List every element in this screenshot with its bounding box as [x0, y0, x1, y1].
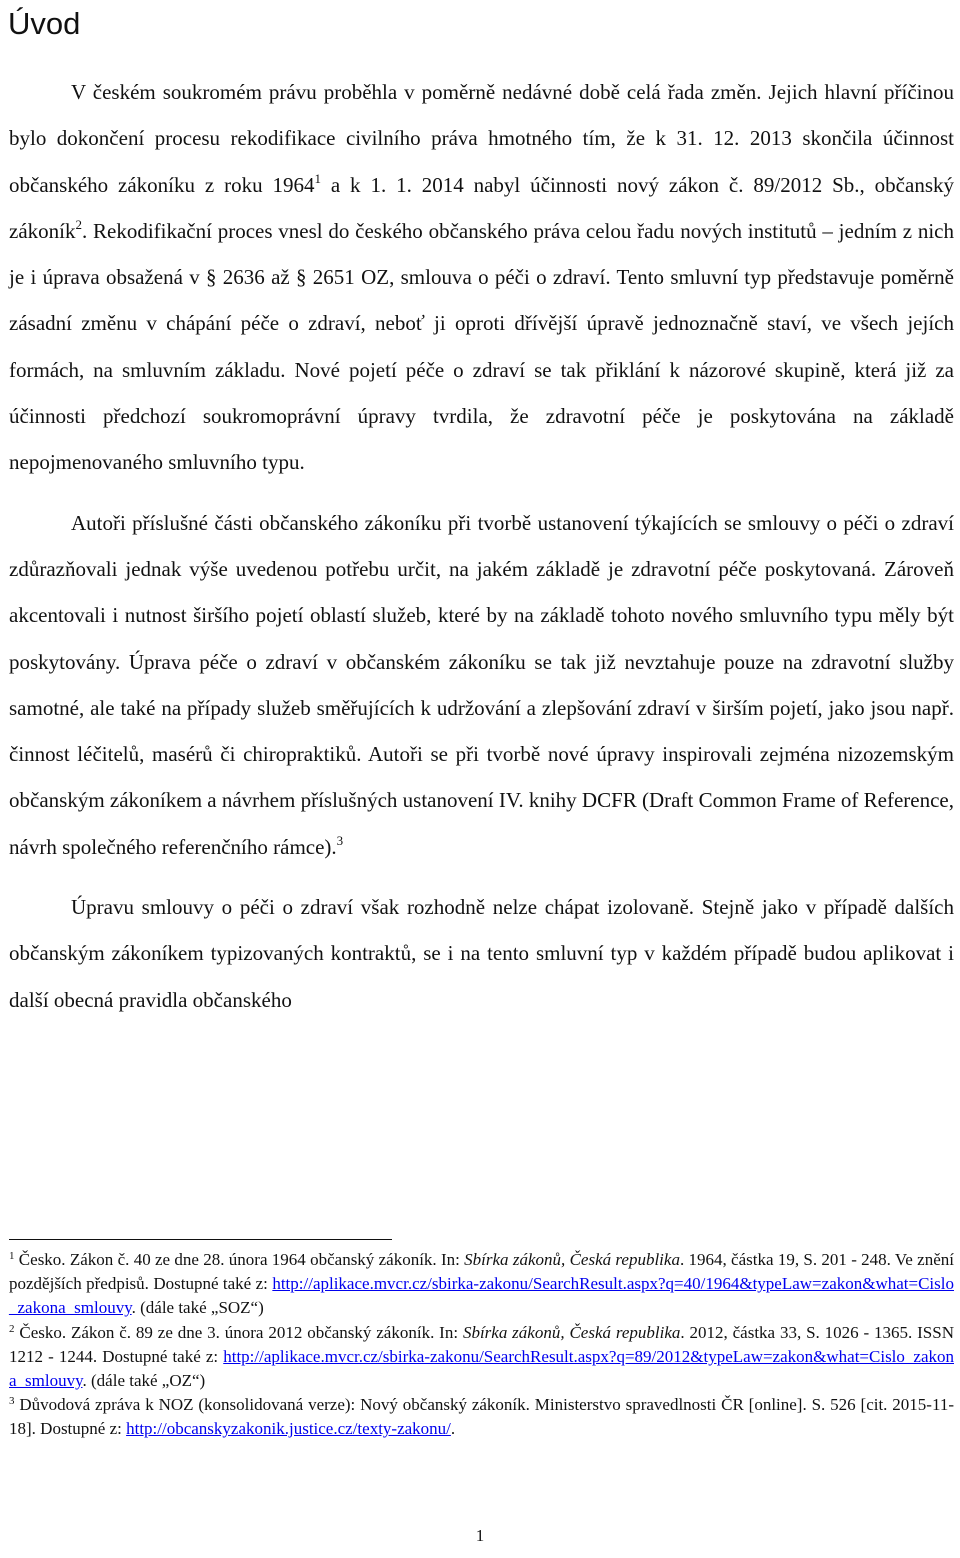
footnote-2-text-c: . (dále také „OZ“) [82, 1371, 206, 1391]
footnote-1-text-b: . 1964, částka 19, S. 201 - 248. Ve znění pozdějších předpisů. Dostupné také z: [9, 1250, 954, 1294]
footnote-3-link[interactable]: http://obcanskyzakonik.justice.cz/texty-zakonu/ [126, 1419, 451, 1439]
paragraph-3 [9, 884, 954, 1023]
footnote-ref-2[interactable]: 2 [75, 216, 82, 232]
footnote-separator [9, 1239, 392, 1240]
body-text [9, 69, 954, 1023]
footnote-2-text-a: Česko. Zákon č. 89 ze dne 3. února 2012 občanský zákoník. In: [14, 1322, 463, 1342]
footnote-3 [9, 1393, 954, 1441]
footnote-ref-3[interactable]: 3 [336, 832, 344, 848]
paragraph-1-part-2: a k 1. 1. 2014 nabyl účinnosti nový zákon č. 89/2012 Sb., občanský zákoník [9, 172, 954, 243]
footnote-2-source-title: Sbírka zákonů, Česká republika [462, 1322, 681, 1342]
footnote-1 [9, 1248, 954, 1321]
page-heading: Úvod [8, 6, 81, 41]
page-number: 1 [475, 1526, 485, 1545]
footnote-1-text-a: Česko. Zákon č. 40 ze dne 28. února 1964 občanský zákoník. In: [14, 1250, 465, 1269]
footnote-3-text-a: Důvodová zpráva k NOZ (konsolidovaná verze): Nový občanský zákoník. Ministerstvo spravedlnosti ČR [online]. S. 526 [cit. 2015-11-18]. Dostupné z: [9, 1395, 954, 1439]
footnote-3-number: 3 [9, 1395, 15, 1408]
paragraph-2-text: Autoři příslušné části občanského zákoníku při tvorbě ustanovení týkajících se smlouvy o péči o zdraví zdůrazňovali jednak výše uvedenou potřebu určit, na jakém základě je zdravotní péče poskytovaná. Zároveň akcentovali i nutnost širšího pojetí oblastí služeb, které by na základě tohoto nového smluvního typu měly být poskytovány. Úprava péče o zdraví v občanském zákoníku se tak již nevztahuje pouze na zdravotní služby samotné, ale také na případy služeb směřujících k udržování a zlepšování zdraví v širším pojetí, jako jsou např. činnost léčitelů, masérů či chiropraktiků. Autoři se při tvorbě nové úpravy inspirovali zejména nizozemským občanským zákoníkem a návrhem příslušných ustanovení IV. knihy DCFR (Draft Common Frame of Reference, návrh společného referenčního rámce). [9, 510, 954, 859]
paragraph-3-text: Úpravu smlouvy o péči o zdraví však rozhodně nelze chápat izolovaně. Stejně jako v případě dalších občanským zákoníkem typizovaných kontraktů, se i na tento smluvní typ v každém případě budou aplikovat i další obecná pravidla občanského [9, 895, 954, 1012]
paragraph-1-part-1: V českém soukromém právu proběhla v poměrně nedávné době celá řada změn. Jejich hlavní příčinou bylo dokončení procesu rekodifikace civilního práva hmotného tím, že k 31. 12. 2013 skončila účinnost občanského zákoníku z roku 1964 [9, 80, 954, 197]
footnote-3-text-c: . [450, 1419, 456, 1439]
footnote-2-number: 2 [9, 1322, 15, 1335]
footnote-1-source-title: Sbírka zákonů, Česká republika [464, 1250, 680, 1269]
paragraph-1-part-3: . Rekodifikační proces vnesl do českého občanského práva celou řadu nových institutů – jedním z nich je i úprava obsažená v § 2636 až § 2651 OZ, smlouva o péči o zdraví. Tento smluvní typ představuje poměrně zásadní změnu v chápání péče o zdraví, neboť ji oproti dřívější úpravě jednoznačně staví, ve všech jejích formách, na smluvním základu. Nové pojetí péče o zdraví se tak přiklání k názorové skupině, která již za účinnosti předchozí soukromoprávní úpravy tvrdila, že zdravotní péče je poskytována na základě nepojmenovaného smluvního typu. [9, 218, 954, 475]
footnote-1-link[interactable]: http://aplikace.mvcr.cz/sbirka-zakonu/SearchResult.aspx?q=40/1964&typeLaw=zakon&what=Cislo_zakona_smlouvy [9, 1274, 954, 1318]
footnote-2 [9, 1321, 954, 1394]
footnote-2-link[interactable]: http://aplikace.mvcr.cz/sbirka-zakonu/SearchResult.aspx?q=89/2012&typeLaw=zakon&what=Cislo_zakona_smlouvy [9, 1346, 954, 1391]
footnotes [9, 1248, 954, 1442]
footnote-1-text-c: . (dále také „SOZ“) [131, 1298, 264, 1318]
paragraph-1 [9, 69, 954, 486]
paragraph-2 [9, 500, 954, 870]
footnote-1-number: 1 [9, 1250, 15, 1262]
footnote-2-text-b: . 2012, částka 33, S. 1026 - 1365. ISSN 1212 - 1244. Dostupné také z: [9, 1322, 954, 1366]
footnote-ref-1[interactable]: 1 [314, 170, 321, 186]
